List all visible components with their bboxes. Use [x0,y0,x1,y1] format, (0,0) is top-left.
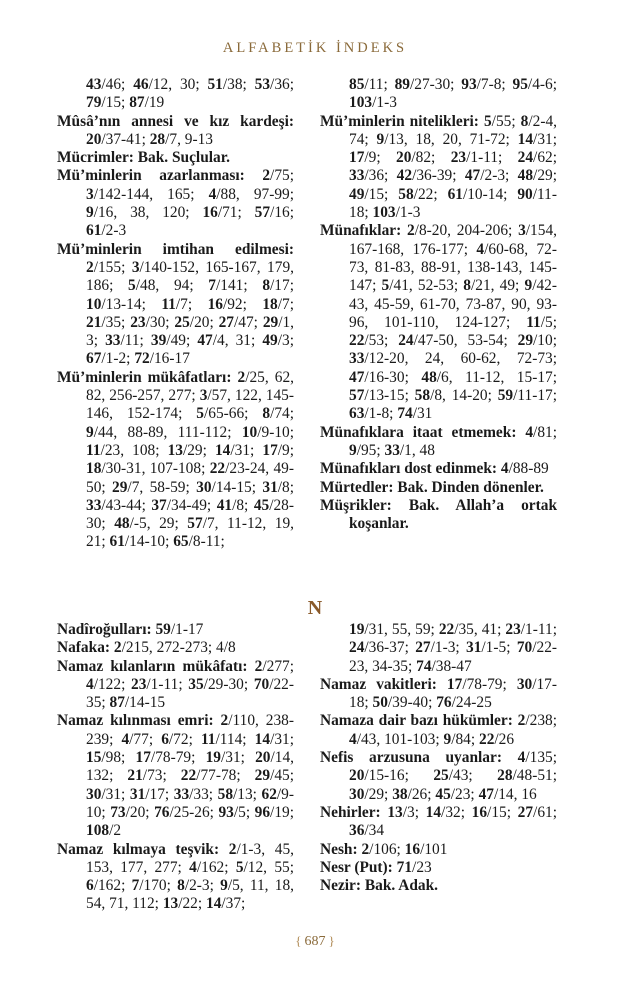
column-right [320,621,557,914]
index-entry: Münafıklara itaat etmemek: 4/81; 9/95; 33/1, 48 [320,423,557,459]
column-left [57,76,294,552]
index-entry: Nadîroğulları: 59/1-17 [57,621,204,638]
page-footer [0,933,630,950]
index-entry: Mü’minlerin nitelikleri: 5/55; 8/2-4, 74; 9/13, 18, 20, 71-72; 14/31; 17/9; 20/82; 23/1-11; 24/62; 33/36; 42/36-39; 47/2-3; 48/29; 49/15; 58/22; 61/10-14; 90/11-18; 103/1-3 [320,112,557,222]
index-entry: Mücrimler: Bak. Suçlular. [57,149,230,167]
index-block-n [57,621,557,914]
index-entry: Namaz kılmaya teşvik: 2/1-3, 45, 153, 177, 277; 4/162; 5/12, 55; 6/162; 7/170; 8/2-3; 9/5, 11, 18, 54, 71, 112; 13/22; 14/37; [57,840,295,913]
index-entry: Nehirler: 13/3; 14/32; 16/15; 27/61; 36/34 [320,803,557,840]
index-entry: Namaza dair bazı hükümler: 2/238; 4/43, 101-103; 9/84; 22/26 [320,712,557,748]
index-entry: Namaz kılanların mükâfatı: 2/277; 4/122; 23/1-11; 35/29-30; 70/22-35; 87/14-15 [57,657,294,712]
index-entry: Nefis arzusuna uyanlar: 4/135; 20/15-16; 25/43; 28/48-51; 30/29; 38/26; 45/23; 47/14, 16 [320,749,557,803]
index-entry: Nesh: 2/106; 16/101 [320,840,448,858]
ornament-left-icon: { [295,933,302,948]
column-left [57,621,294,914]
ornament-right-icon: } [328,933,335,948]
index-entry: 43/46; 46/12, 30; 51/38; 53/36; 79/15; 87/19 [86,76,294,112]
index-entry: Münafıkları dost edinmek: 4/88-89 [320,460,549,478]
index-entry: Nezir: Bak. Adak. [320,877,438,895]
column-right [320,76,557,552]
index-entry: Mü’minlerin imtihan edilmesi: 2/155; 3/140-152, 165-167, 179, 186; 5/48, 94; 7/141; 8/17; 10/13-14; 11/7; 16/92; 18/7; 21/35; 23/30; 25/20; 27/47; 29/1, 3; 33/11; 39/49; 47/4, 31; 49/3; 67/1-2; 72/16-17 [57,240,295,368]
index-entry: Nafaka: 2/215, 272-273; 4/8 [57,639,236,657]
index-entry: Mürtedler: Bak. Dinden dönenler. [320,478,544,496]
section-letter: N [307,597,323,619]
index-entry: Mûsâ’nın annesi ve kız kardeşi: 20/37-41; 28/7, 9-13 [57,112,294,148]
index-entry: Namaz vakitleri: 17/78-79; 30/17-18; 50/39-40; 76/24-25 [320,675,557,712]
page-number: 687 [304,934,326,949]
index-entry: 19/31, 55, 59; 22/35, 41; 23/1-11; 24/36-37; 27/1-3; 31/1-5; 70/22-23, 34-35; 74/38-47 [349,621,558,675]
index-entry: Nesr (Put): 71/23 [320,858,432,876]
index-entry: Müşrikler: Bak. Allah’a ortak koşanlar. [320,496,557,533]
index-entry: Münafıklar: 2/8-20, 204-206; 3/154, 167-168, 176-177; 4/60-68, 72-73, 81-83, 88-91, 138-143, 145-147; 5/41, 52-53; 8/21, 49; 9/42-43, 45-59, 61-70, 73-87, 90, 93-96, 101-110, 124-127; 11/5; 22/53; 24/47-50, 53-54; 29/10; 33/12-20, 24, 60-62, 72-73; 47/16-30; 48/6, 11-12, 15-17; 57/13-15; 58/8, 14-20; 59/11-17; 63/1-8; 74/31 [320,222,557,423]
index-entry: Mü’minlerin mükâfatları: 2/25, 62, 82, 256-257, 277; 3/57, 122, 145-146, 152-174; 5/65-66; 8/74; 9/44, 88-89, 111-112; 10/9-10; 11/23, 108; 13/29; 14/31; 17/9; 18/30-31, 107-108; 22/23-24, 49-50; 29/7, 58-59; 30/14-15; 31/8; 33/43-44; 37/34-49; 41/8; 45/28-30; 48/-5, 29; 57/7, 11-12, 19, 21; 61/14-10; 65/8-11; [57,368,295,551]
index-entry: Mü’minlerin azarlanması: 2/75; 3/142-144, 165; 4/88, 97-99; 9/16, 38, 120; 16/71; 57/16; 61/2-3 [57,167,294,240]
running-header: ALFABETİK İNDEKS [222,40,408,56]
index-entry: 85/11; 89/27-30; 93/7-8; 95/4-6; 103/1-3 [349,76,557,112]
index-entry: Namaz kılınması emri: 2/110, 238-239; 4/77; 6/72; 11/114; 14/31; 15/98; 17/78-79; 19/31; 20/14, 132; 21/73; 22/77-78; 29/45; 30/31; 31/17; 33/33; 58/13; 62/9-10; 73/20; 76/25-26; 93/5; 96/19; 108/2 [57,712,295,840]
index-block-m [57,76,557,552]
